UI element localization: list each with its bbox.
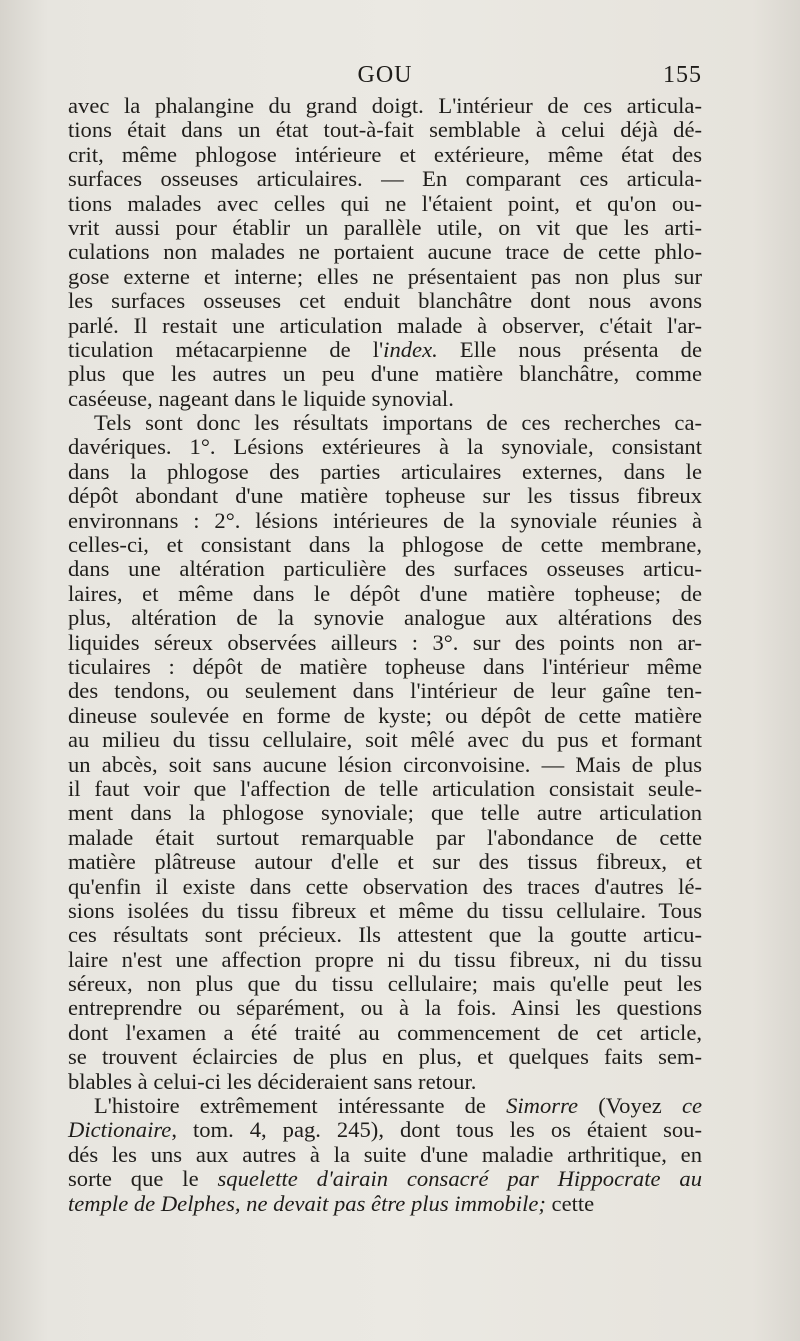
text-line: tions était dans un état tout-à-fait semblable à celui déjà dé- (68, 117, 702, 143)
italic-run: index. (383, 336, 438, 362)
text-line: sions isolées du tissu fibreux et même du tissu cellulaire. Tous (68, 897, 702, 923)
text-line: laire n'est une affection propre ni du tissu fibreux, ni du tissu (68, 946, 702, 972)
text-line: entreprendre ou séparément, ou à la fois. Ainsi les questions (68, 995, 702, 1021)
text-line: caséeuse, nageant dans le liquide synovial. (68, 385, 454, 411)
text-line: dans une altération particulière des surfaces osseuses articu- (68, 556, 702, 582)
page-number: 155 (663, 62, 702, 88)
text-line: dont l'examen a été traité au commencement de cet article, (68, 1019, 702, 1045)
text-line: il faut voir que l'affection de telle articulation consistait seule- (68, 775, 702, 801)
text-line (68, 1118, 702, 1142)
text-run: (Voyez (578, 1093, 682, 1119)
text-line: blables à celui-ci les décideraient sans retour. (68, 1068, 477, 1094)
text-line: Tels sont donc les résultats importans de ces recherches ca- (94, 410, 702, 436)
text-line: environnans : 2°. lésions intérieures de la synoviale réunies à (68, 507, 702, 533)
text-run: Elle nous présenta de (437, 336, 702, 362)
paragraph (68, 411, 702, 1094)
text-run: L'histoire extrêmement intéressante de (94, 1093, 507, 1119)
text-line: ticulaires : dépôt de matière topheuse dans l'intérieur même (68, 653, 702, 679)
text-line: les surfaces osseuses cet enduit blanchâtre dont nous avons (68, 288, 702, 314)
page-header (68, 62, 702, 96)
text-run: , tom. 4, pag. 245), dont tous les os étaient sou- (171, 1117, 702, 1143)
text-line: celles-ci, et consistant dans la phlogose de cette membrane, (68, 532, 702, 558)
text-line: crit, même phlogose intérieure et extérieure, même état des (68, 141, 702, 167)
text-line: un abcès, soit sans aucune lésion circonvoisine. — Mais de plus (68, 751, 702, 777)
text-line: avec la phalangine du grand doigt. L'intérieur de ces articula- (68, 93, 702, 118)
text-line: tions malades avec celles qui ne l'étaient point, et qu'on ou- (68, 190, 702, 216)
text-line: dans la phlogose des parties articulaires externes, dans le (68, 458, 702, 484)
body-text (68, 94, 702, 1216)
text-line: gose externe et interne; elles ne présentaient pas non plus sur (68, 263, 702, 289)
text-line: dépôt abondant d'une matière topheuse sur les tissus fibreux (68, 483, 702, 509)
paragraph (68, 1094, 702, 1216)
text-line: parlé. Il restait une articulation malade à observer, c'était l'ar- (68, 312, 702, 338)
text-line: plus, altération de la synovie analogue aux altérations des (68, 605, 702, 631)
text-line: ces résultats sont précieux. Ils attestent que la goutte articu- (68, 922, 702, 948)
italic-run: Dictionaire (68, 1117, 172, 1143)
text-line: séreux, non plus que du tissu cellulaire; mais qu'elle peut les (68, 971, 702, 997)
text-run: sorte que le (68, 1166, 218, 1192)
text-line: ment dans la phlogose synoviale; que telle autre articulation (68, 800, 702, 826)
text-line: culations non malades ne portaient aucune trace de cette phlo- (68, 239, 702, 265)
italic-run: temple de Delphes, ne devait pas être plus immobile; (68, 1190, 546, 1216)
text-line: au milieu du tissu cellulaire, soit mêlé avec du pus et formant (68, 727, 702, 753)
text-line: malade était surtout remarquable par l'abondance de cette (68, 824, 702, 850)
italic-run: Simorre (506, 1093, 579, 1119)
text-line: matière plâtreuse autour d'elle et sur des tissus fibreux, et (68, 849, 702, 875)
running-head: GOU (357, 62, 413, 88)
text-line: davériques. 1°. Lésions extérieures à la synoviale, consistant (68, 434, 702, 460)
text-line: des tendons, ou seulement dans l'intérieur de leur gaîne ten- (68, 678, 702, 704)
text-run: cette (545, 1190, 595, 1216)
text-run: ticulation métacarpienne de l' (68, 336, 384, 362)
text-line: surfaces osseuses articulaires. — En comparant ces articula- (68, 166, 702, 192)
italic-run: ce (681, 1093, 702, 1119)
text-line (68, 1094, 702, 1118)
text-line: laires, et même dans le dépôt d'une matière topheuse; de (68, 580, 702, 606)
text-line (68, 338, 702, 362)
text-line: dés les uns aux autres à la suite d'une maladie arthritique, en (68, 1141, 702, 1167)
text-line: qu'enfin il existe dans cette observation des traces d'autres lé- (68, 873, 702, 899)
text-line: plus que les autres un peu d'une matière blanchâtre, comme (68, 361, 702, 387)
text-line: dineuse soulevée en forme de kyste; ou dépôt de cette matière (68, 702, 702, 728)
text-line: liquides séreux observées ailleurs : 3°. sur des points non ar- (68, 629, 702, 655)
italic-run: squelette d'airain consacré par Hippocrate au (217, 1166, 702, 1192)
text-line: se trouvent éclaircies de plus en plus, et quelques faits sem- (68, 1044, 702, 1070)
paragraph (68, 94, 702, 411)
text-line (68, 1167, 702, 1191)
text-line: vrit aussi pour établir un parallèle utile, on vit que les arti- (68, 214, 702, 240)
text-line (68, 1192, 702, 1216)
